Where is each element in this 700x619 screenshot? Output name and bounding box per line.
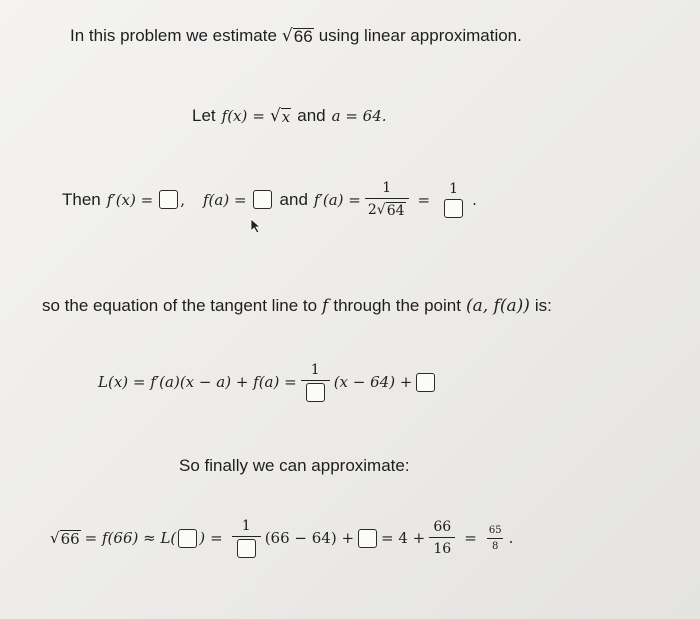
let-radicand: x	[281, 107, 291, 126]
tangent-sentence-f: f	[322, 296, 329, 316]
fraction-numerator: 1	[241, 518, 251, 534]
intro-sqrt	[281, 25, 314, 46]
tangent-sentence	[42, 296, 552, 316]
comma: ,	[180, 190, 185, 209]
mouse-cursor-icon	[250, 218, 262, 234]
equals-sign: =	[210, 529, 223, 547]
let-word: Let	[192, 106, 216, 125]
fraction-numerator: 1	[382, 180, 392, 196]
fprime-a-answer-fraction	[439, 181, 468, 218]
finally-line	[179, 456, 410, 476]
fraction-denominator	[232, 536, 261, 558]
period: .	[472, 190, 477, 209]
approx-fraction-66-16	[429, 519, 455, 558]
approximation-equation	[50, 518, 513, 558]
intro-text-post: using linear approximation.	[318, 26, 522, 45]
fraction-numerator: 1	[449, 181, 459, 197]
tangent-intercept-input[interactable]	[416, 373, 435, 392]
radical-sign: √	[376, 201, 386, 218]
period: .	[508, 529, 514, 547]
fraction-numerator: 66	[433, 518, 452, 535]
fprime-a-label: f′(a) =	[313, 190, 361, 209]
fraction-denominator	[439, 199, 468, 218]
then-word: Then	[62, 189, 101, 209]
tangent-sentence-point: (a, f(a))	[465, 296, 530, 316]
approx-slope-denominator-input[interactable]	[237, 539, 256, 558]
radical-sign: √	[269, 105, 281, 126]
let-sqrt	[269, 105, 291, 126]
tangent-slope-fraction	[301, 362, 330, 402]
tangent-equation	[98, 362, 437, 402]
f-a-input[interactable]	[253, 190, 272, 209]
let-equals: =	[252, 107, 265, 125]
tangent-slope-denominator-input[interactable]	[306, 383, 325, 402]
approx-fraction-65-8	[486, 525, 505, 552]
fraction-denominator	[301, 380, 330, 402]
approx-sqrt	[50, 530, 81, 547]
intro-line	[70, 26, 522, 46]
approx-eq-four: = 4 +	[381, 529, 426, 547]
tangent-rest: (x − 64) +	[333, 373, 413, 391]
fraction-denominator	[365, 198, 409, 219]
finally-text: So finally we can approximate:	[179, 456, 410, 475]
approx-mid: (66 − 64) +	[264, 529, 355, 547]
approx-intercept-input[interactable]	[358, 529, 377, 548]
then-line	[62, 180, 477, 219]
approx-slope-fraction	[232, 518, 261, 558]
fprime-a-fraction	[365, 180, 409, 219]
denominator-radicand: 64	[386, 202, 405, 219]
f-a-label: f(a) =	[203, 190, 247, 209]
denominator-sqrt	[377, 202, 406, 219]
tangent-sentence-pre: so the equation of the tangent line to	[42, 296, 318, 315]
let-and: and	[297, 106, 326, 125]
fprime-x-label: f′(x) =	[106, 190, 154, 209]
tangent-sentence-mid: through the point	[333, 296, 461, 315]
let-line	[192, 106, 387, 126]
fraction-numerator: 1	[310, 362, 320, 378]
fprime-x-input[interactable]	[159, 190, 178, 209]
fprime-a-denominator-input[interactable]	[444, 199, 463, 218]
equals-sign: =	[417, 190, 431, 209]
approx-radicand: 66	[60, 529, 80, 548]
approx-L-argument-input[interactable]	[178, 529, 197, 548]
let-f-of-x: f(x)	[221, 107, 248, 125]
tangent-lhs: L(x) = f′(a)(x − a) + f(a) =	[98, 373, 297, 391]
radical-sign: √	[50, 528, 60, 547]
intro-text-pre: In this problem we estimate	[70, 26, 277, 45]
approx-f66: = f(66) ≈ L(	[84, 529, 177, 547]
approx-close-paren: )	[199, 529, 206, 547]
intro-radicand: 66	[293, 26, 313, 46]
fraction-denominator: 16	[429, 537, 455, 558]
let-a-value: a = 64.	[331, 107, 387, 125]
equals-sign: =	[464, 529, 477, 547]
fraction-numerator: 65	[488, 524, 502, 536]
then-and: and	[279, 189, 308, 209]
radical-sign: √	[281, 25, 293, 46]
tangent-sentence-post: is:	[534, 296, 552, 315]
fraction-denominator: 8	[487, 538, 503, 552]
denominator-coefficient: 2	[367, 202, 377, 218]
